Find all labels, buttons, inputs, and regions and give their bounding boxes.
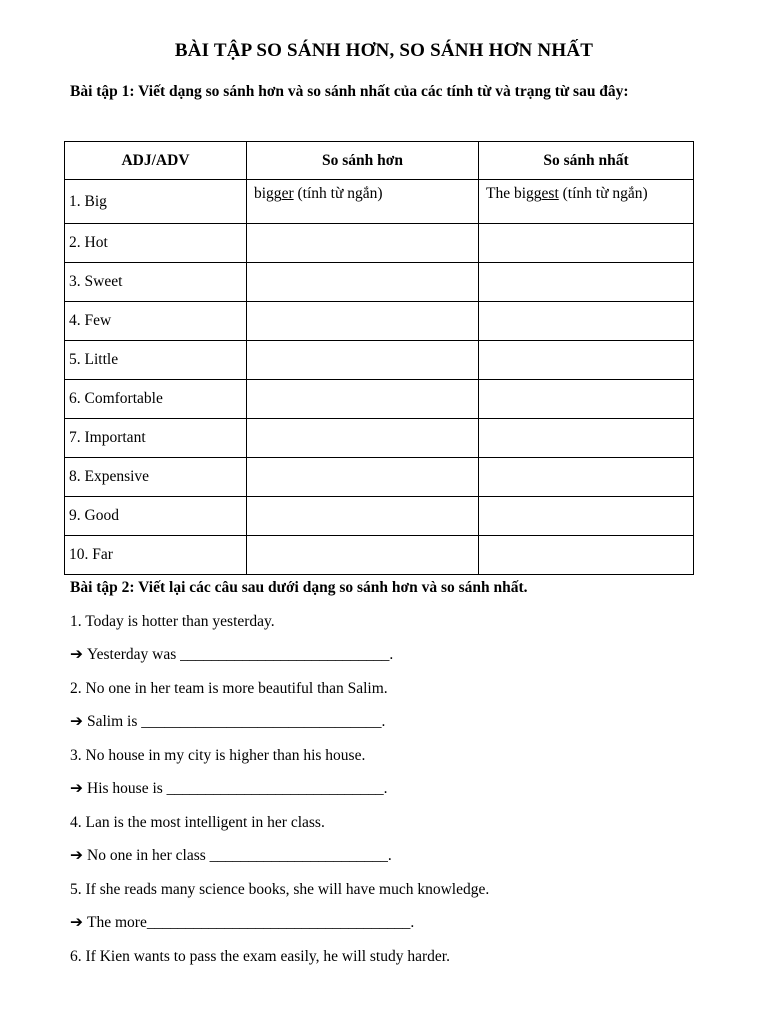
comparative-answer-cell[interactable] (247, 263, 479, 302)
comparative-stem: bigg (254, 185, 282, 202)
arrow-icon: ➔ (70, 646, 83, 663)
comparative-suffix: er (281, 185, 294, 202)
exercise-sentence: 1. Today is hotter than yesterday. (70, 612, 275, 630)
table-row (65, 419, 694, 458)
answer-line[interactable] (70, 844, 710, 878)
answer-line[interactable] (70, 777, 710, 811)
table-row (65, 458, 694, 497)
exercise-2-heading: Bài tập 2: Viết lại các câu sau dưới dạng so sánh hơn và so sánh nhất. (70, 579, 528, 596)
answer-prompt: Salim is _______________________________. (87, 713, 386, 730)
answer-line[interactable] (70, 643, 710, 677)
comparative-note: (tính từ ngắn) (293, 185, 383, 202)
table-row (65, 302, 694, 341)
comparative-answer-cell[interactable] (247, 302, 479, 341)
word-cell: 2. Hot (65, 224, 247, 263)
superlative-answer-cell[interactable] (479, 341, 694, 380)
word-cell: 3. Sweet (65, 263, 247, 302)
table-header-row (65, 142, 694, 180)
exercise-sentence: 2. No one in her team is more beautiful than Salim. (70, 679, 388, 697)
superlative-answer-cell[interactable] (479, 224, 694, 263)
column-header-superlative: So sánh nhất (479, 142, 694, 180)
answer-prompt: The more__________________________________. (87, 914, 415, 931)
superlative-note: (tính từ ngắn) (558, 185, 648, 202)
comparative-answer-cell[interactable] (247, 380, 479, 419)
exercise-1-heading: Bài tập 1: Viết dạng so sánh hơn và so sánh nhất của các tính từ và trạng từ sau đây: (70, 83, 629, 100)
answer-prompt: Yesterday was ___________________________. (87, 646, 394, 663)
answer-line[interactable] (70, 911, 710, 945)
word-cell: 10. Far (65, 536, 247, 575)
word-cell: 9. Good (65, 497, 247, 536)
table-row (65, 497, 694, 536)
arrow-icon: ➔ (70, 847, 83, 864)
table-row (65, 224, 694, 263)
exercise-2 (70, 576, 710, 978)
table-row (65, 341, 694, 380)
comparative-answer-cell[interactable] (247, 224, 479, 263)
superlative-answer-cell[interactable] (479, 497, 694, 536)
comparison-table (64, 141, 694, 575)
comparative-answer-cell[interactable] (247, 341, 479, 380)
superlative-answer-cell[interactable] (479, 458, 694, 497)
exercise-sentence: 3. No house in my city is higher than his house. (70, 746, 366, 764)
comparative-answer-cell[interactable] (247, 497, 479, 536)
exercise-sentence: 6. If Kien wants to pass the exam easily, he will study harder. (70, 947, 450, 965)
exercise-sentence: 4. Lan is the most intelligent in her class. (70, 813, 325, 831)
column-header-adj-adv: ADJ/ADV (65, 142, 247, 180)
superlative-answer-cell[interactable] (479, 302, 694, 341)
table-row (65, 180, 694, 224)
comparative-answer-cell[interactable] (247, 419, 479, 458)
word-cell: 1. Big (65, 180, 247, 224)
word-cell: 6. Comfortable (65, 380, 247, 419)
column-header-comparative: So sánh hơn (247, 142, 479, 180)
exercise-sentence: 5. If she reads many science books, she will have much knowledge. (70, 880, 490, 898)
comparative-example-cell (247, 180, 479, 224)
arrow-icon: ➔ (70, 713, 83, 730)
superlative-answer-cell[interactable] (479, 419, 694, 458)
superlative-suffix: est (541, 185, 559, 202)
comparative-answer-cell[interactable] (247, 458, 479, 497)
word-cell: 8. Expensive (65, 458, 247, 497)
word-cell: 7. Important (65, 419, 247, 458)
superlative-answer-cell[interactable] (479, 536, 694, 575)
superlative-example-cell (479, 180, 694, 224)
table-row (65, 536, 694, 575)
superlative-answer-cell[interactable] (479, 380, 694, 419)
arrow-icon: ➔ (70, 780, 83, 797)
comparative-answer-cell[interactable] (247, 536, 479, 575)
answer-prompt: No one in her class _______________________. (87, 847, 392, 864)
page-title: BÀI TẬP SO SÁNH HƠN, SO SÁNH HƠN NHẤT (174, 40, 594, 61)
answer-prompt: His house is ____________________________. (87, 780, 388, 797)
arrow-icon: ➔ (70, 914, 83, 931)
word-cell: 4. Few (65, 302, 247, 341)
table-row (65, 263, 694, 302)
answer-line[interactable] (70, 710, 710, 744)
superlative-prefix: The bigg (486, 185, 542, 202)
word-cell: 5. Little (65, 341, 247, 380)
table-row (65, 380, 694, 419)
superlative-answer-cell[interactable] (479, 263, 694, 302)
